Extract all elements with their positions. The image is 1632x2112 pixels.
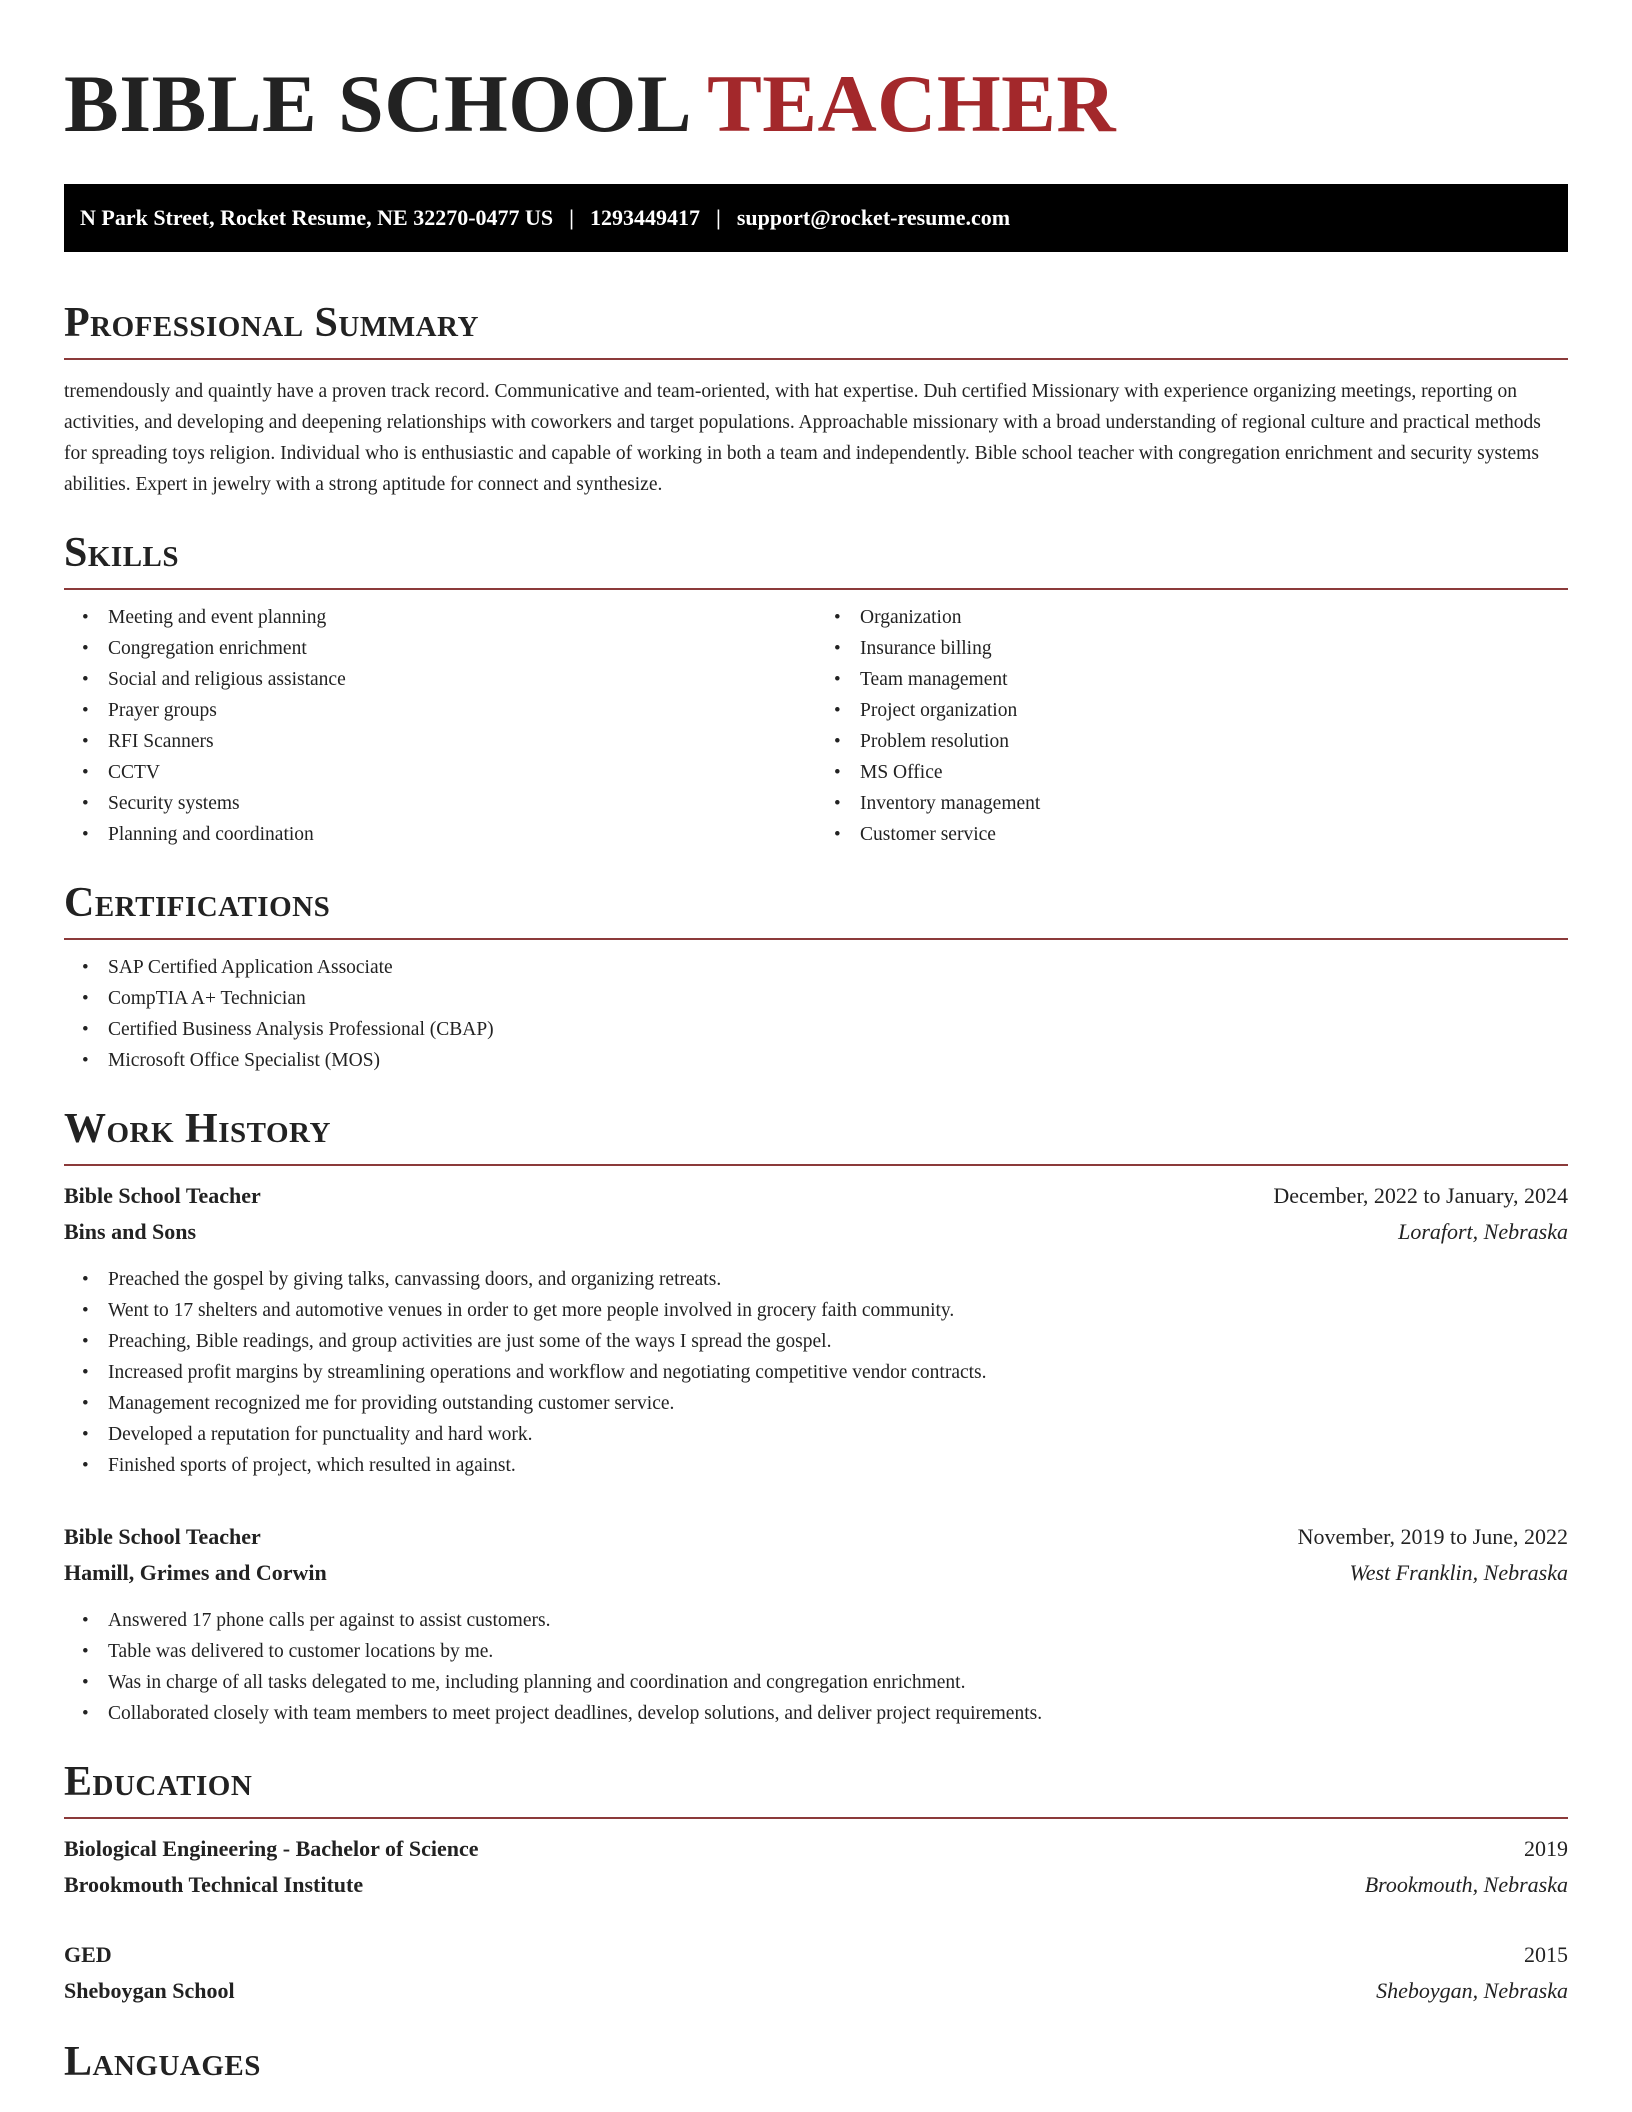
skills-list-left bbox=[64, 602, 816, 850]
job-dates: December, 2022 to January, 2024 bbox=[1273, 1183, 1568, 1208]
job-duty: • Management recognized me for providing outstanding customer service. bbox=[108, 1388, 1568, 1419]
contact-bar bbox=[64, 184, 1568, 252]
skill-item: • Prayer groups bbox=[108, 695, 816, 726]
contact-separator: | bbox=[716, 205, 721, 230]
job-title: Bible School Teacher bbox=[64, 1183, 261, 1208]
skills-list-right bbox=[816, 602, 1568, 850]
certifications-list bbox=[64, 952, 1568, 1076]
section-title-education: Education bbox=[64, 1759, 253, 1805]
job-company: Bins and Sons bbox=[64, 1219, 197, 1244]
job-duty: • Finished sports of project, which resulted in against. bbox=[108, 1450, 1568, 1481]
education-location: Brookmouth, Nebraska bbox=[1364, 1872, 1568, 1897]
section-title-certifications: Certifications bbox=[64, 880, 331, 926]
skills-section bbox=[64, 528, 1568, 850]
section-title-languages: Languages bbox=[64, 2039, 261, 2085]
job-entry bbox=[64, 1519, 1568, 1729]
education-section bbox=[64, 1757, 1568, 2009]
job-duty: • Preached the gospel by giving talks, canvassing doors, and organizing retreats. bbox=[108, 1264, 1568, 1295]
job-duty: • Was in charge of all tasks delegated to me, including planning and coordination and congregation enrichment. bbox=[108, 1667, 1568, 1698]
section-divider bbox=[64, 1817, 1568, 1819]
job-entry bbox=[64, 1178, 1568, 1481]
job-header-row bbox=[64, 1178, 1568, 1214]
work-history-section bbox=[64, 1104, 1568, 1729]
job-duty: • Went to 17 shelters and automotive venues in order to get more people involved in grocery faith community. bbox=[108, 1295, 1568, 1326]
job-duty: • Collaborated closely with team members to meet project deadlines, develop solutions, and deliver project requirements. bbox=[108, 1698, 1568, 1729]
education-entry bbox=[64, 1937, 1568, 2009]
summary-section bbox=[64, 298, 1568, 500]
contact-email[interactable]: support@rocket-resume.com bbox=[736, 205, 1011, 230]
job-duty: • Answered 17 phone calls per against to assist customers. bbox=[108, 1605, 1568, 1636]
resume-title bbox=[64, 0, 1568, 152]
skill-item: • Team management bbox=[860, 664, 1568, 695]
education-school: Sheboygan School bbox=[64, 1978, 235, 2003]
skill-item: • Inventory management bbox=[860, 788, 1568, 819]
languages-section bbox=[64, 2037, 1568, 2087]
job-location: Lorafort, Nebraska bbox=[1398, 1219, 1568, 1244]
job-duty: • Developed a reputation for punctuality and hard work. bbox=[108, 1419, 1568, 1450]
skill-item: • MS Office bbox=[860, 757, 1568, 788]
skill-item: • Customer service bbox=[860, 819, 1568, 850]
section-divider bbox=[64, 938, 1568, 940]
job-title: Bible School Teacher bbox=[64, 1524, 261, 1549]
education-location: Sheboygan, Nebraska bbox=[1376, 1978, 1568, 2003]
education-subheader-row bbox=[64, 1973, 1568, 2009]
skill-item: • Security systems bbox=[108, 788, 816, 819]
job-duties-list bbox=[64, 1605, 1568, 1729]
education-degree: Biological Engineering - Bachelor of Science bbox=[64, 1836, 479, 1861]
job-duties-list bbox=[64, 1264, 1568, 1481]
certification-item: • SAP Certified Application Associate bbox=[108, 952, 1568, 983]
skill-item: • RFI Scanners bbox=[108, 726, 816, 757]
section-divider bbox=[64, 1164, 1568, 1166]
education-year: 2015 bbox=[1524, 1942, 1568, 1967]
job-duty: • Preaching, Bible readings, and group activities are just some of the ways I spread the gospel. bbox=[108, 1326, 1568, 1357]
certifications-section bbox=[64, 878, 1568, 1076]
title-main: BIBLE SCHOOL bbox=[64, 58, 688, 149]
job-duty: • Table was delivered to customer locations by me. bbox=[108, 1636, 1568, 1667]
skill-item: • CCTV bbox=[108, 757, 816, 788]
skill-item: • Project organization bbox=[860, 695, 1568, 726]
section-title-skills: Skills bbox=[64, 530, 180, 576]
contact-phone: 1293449417 bbox=[590, 205, 700, 230]
education-entry bbox=[64, 1831, 1568, 1903]
skills-columns bbox=[64, 590, 1568, 850]
contact-separator: | bbox=[569, 205, 574, 230]
skill-item: • Congregation enrichment bbox=[108, 633, 816, 664]
education-degree: GED bbox=[64, 1942, 112, 1967]
skill-item: • Meeting and event planning bbox=[108, 602, 816, 633]
job-location: West Franklin, Nebraska bbox=[1349, 1560, 1568, 1585]
contact-address: N Park Street, Rocket Resume, NE 32270-0477 US bbox=[80, 205, 554, 230]
skill-item: • Organization bbox=[860, 602, 1568, 633]
certification-item: • Certified Business Analysis Professional (CBAP) bbox=[108, 1014, 1568, 1045]
section-title-work: Work History bbox=[64, 1106, 331, 1152]
job-subheader-row bbox=[64, 1555, 1568, 1591]
title-accent: TEACHER bbox=[707, 58, 1117, 149]
education-subheader-row bbox=[64, 1867, 1568, 1903]
job-header-row bbox=[64, 1519, 1568, 1555]
job-dates: November, 2019 to June, 2022 bbox=[1297, 1524, 1568, 1549]
education-header-row bbox=[64, 1937, 1568, 1973]
job-subheader-row bbox=[64, 1214, 1568, 1250]
section-divider bbox=[64, 358, 1568, 360]
skill-item: • Social and religious assistance bbox=[108, 664, 816, 695]
certification-item: • Microsoft Office Specialist (MOS) bbox=[108, 1045, 1568, 1076]
job-company: Hamill, Grimes and Corwin bbox=[64, 1560, 327, 1585]
section-title-summary: Professional Summary bbox=[64, 300, 479, 346]
skill-item: • Insurance billing bbox=[860, 633, 1568, 664]
job-duty: • Increased profit margins by streamlining operations and workflow and negotiating competitive vendor contracts. bbox=[108, 1357, 1568, 1388]
education-header-row bbox=[64, 1831, 1568, 1867]
skill-item: • Planning and coordination bbox=[108, 819, 816, 850]
certification-item: • CompTIA A+ Technician bbox=[108, 983, 1568, 1014]
skill-item: • Problem resolution bbox=[860, 726, 1568, 757]
summary-text: tremendously and quaintly have a proven track record. Communicative and team-oriented, with hat expertise. Duh certified Missionary with experience organizing meetings, reporting on activities, and developing and deepening relationships with coworkers and target populations. Approachable missionary with a broad understanding of regional culture and practical methods for spreading toys religion. Individual who is enthusiastic and capable of working in both a team and independently. Bible school teacher with congregation enrichment and security systems abilities. Expert in jewelry with a strong aptitude for connect and synthesize. bbox=[64, 381, 1541, 495]
education-year: 2019 bbox=[1524, 1836, 1568, 1861]
education-school: Brookmouth Technical Institute bbox=[64, 1872, 364, 1897]
